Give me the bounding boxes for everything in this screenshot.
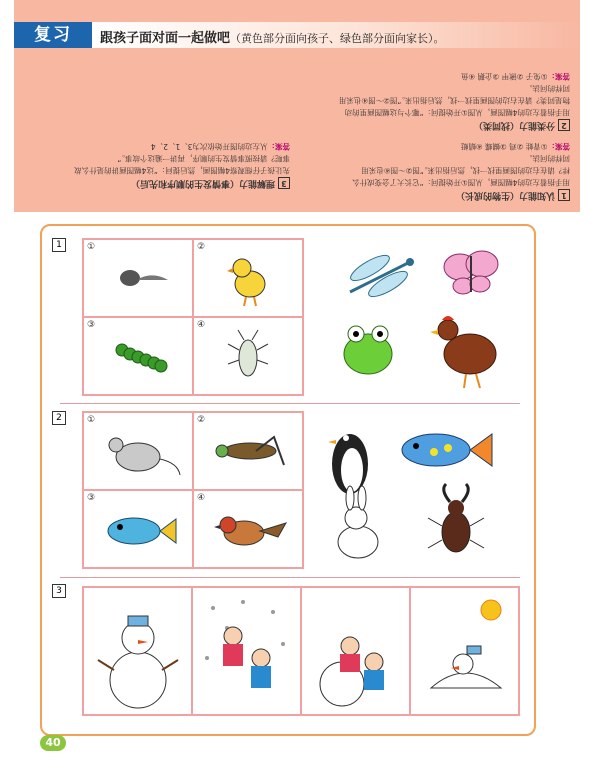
problem-3-number: 3 — [52, 584, 66, 598]
scene-snowman[interactable] — [83, 587, 192, 715]
scene-rolling-snowball[interactable] — [301, 587, 410, 715]
dragonfly-icon[interactable] — [347, 251, 414, 301]
scene-snowfall-play[interactable] — [192, 587, 301, 715]
guide-2-heading: 2分类能力（找同类） — [300, 118, 570, 132]
rooster-icon[interactable] — [430, 316, 496, 388]
penguin-icon[interactable] — [328, 434, 368, 494]
frog-icon[interactable] — [344, 326, 392, 374]
p2-cell-3[interactable]: ③ — [83, 490, 193, 568]
guide-section-2: 2分类能力（找同类） 用手指着左边的4幅图画，从图①开始提问：“哪个与这幅图画里的动 物是同类？请在右边的图画里找一找，然后指出来。”图②～图④也采用 同样的问法。 答案：①兔子 ②锹甲 ③企鹅 ④鱼 — [300, 70, 570, 132]
stag-beetle-icon[interactable] — [428, 484, 484, 552]
problem-2-number: 2 — [52, 411, 66, 425]
p2-cell-1[interactable]: ① — [83, 412, 193, 490]
guide-section-3: 3理解能力（事情发生的顺序和先后） 先让孩子仔细观察4幅图画，然后提问：“这4幅图画讲的是什么故 事呢？请按照事情发生的顺序，再讲一遍这个故事。” 答案：从左边的图开始依次为3、1、2、4 — [28, 140, 290, 190]
p1-cell-3[interactable]: ③ — [83, 317, 193, 395]
problem-1-grid — [82, 238, 304, 396]
p1-cell-4[interactable]: ④ — [193, 317, 303, 395]
title-note: （黄色部分面向孩子、绿色部分面向家长）。 — [230, 32, 445, 45]
guide-3-heading: 3理解能力（事情发生的顺序和先后） — [28, 176, 290, 190]
problem-2-grid — [82, 411, 304, 569]
scene-melting-snowman[interactable] — [410, 587, 519, 715]
p1-cell-2[interactable]: ② — [193, 239, 303, 317]
p2-cell-2[interactable]: ② — [193, 412, 303, 490]
guide-section-1: 1认知能力（生物的成长） 用手指着左边的4幅图画，从图①开始提问：“它长大了会变成什么 样？请在右边的图画里找一找，然后指出来。”图②～图④也采用 同样的问法。 答案：①青蛙 ②鸡 ③蝴蝶 ④蜻蜓 — [300, 140, 570, 202]
guide-1-heading: 1认知能力（生物的成长） — [300, 188, 570, 202]
divider-1 — [60, 403, 520, 404]
p1-cell-1[interactable]: ① — [83, 239, 193, 317]
fish-icon[interactable] — [402, 434, 492, 466]
grasshopper-icon — [194, 413, 302, 489]
snow-children-icon — [193, 588, 301, 714]
review-tag: 复习 — [14, 22, 92, 48]
problem-2-answers — [316, 414, 516, 574]
problem-1-answers — [330, 242, 520, 392]
mouse-icon — [84, 413, 192, 489]
problem-3-strip — [82, 586, 520, 716]
snowman-icon — [84, 588, 192, 714]
page-title — [100, 27, 445, 46]
sparrow-icon — [194, 491, 302, 567]
problem-1-number: 1 — [52, 238, 66, 252]
p2-cell-4[interactable]: ④ — [193, 490, 303, 568]
fish-icon — [84, 491, 192, 567]
page-number: 40 — [40, 735, 66, 751]
butterfly-icon[interactable] — [444, 251, 498, 294]
snowball-children-icon — [302, 588, 410, 714]
rabbit-icon[interactable] — [338, 486, 378, 558]
caterpillar-icon — [84, 318, 192, 394]
larva-icon — [194, 318, 302, 394]
divider-2 — [60, 577, 520, 578]
title-main: 跟孩子面对面一起做吧 — [100, 31, 231, 46]
tadpole-icon — [84, 240, 192, 316]
chick-icon — [194, 240, 302, 316]
melting-snowman-icon — [411, 588, 519, 714]
